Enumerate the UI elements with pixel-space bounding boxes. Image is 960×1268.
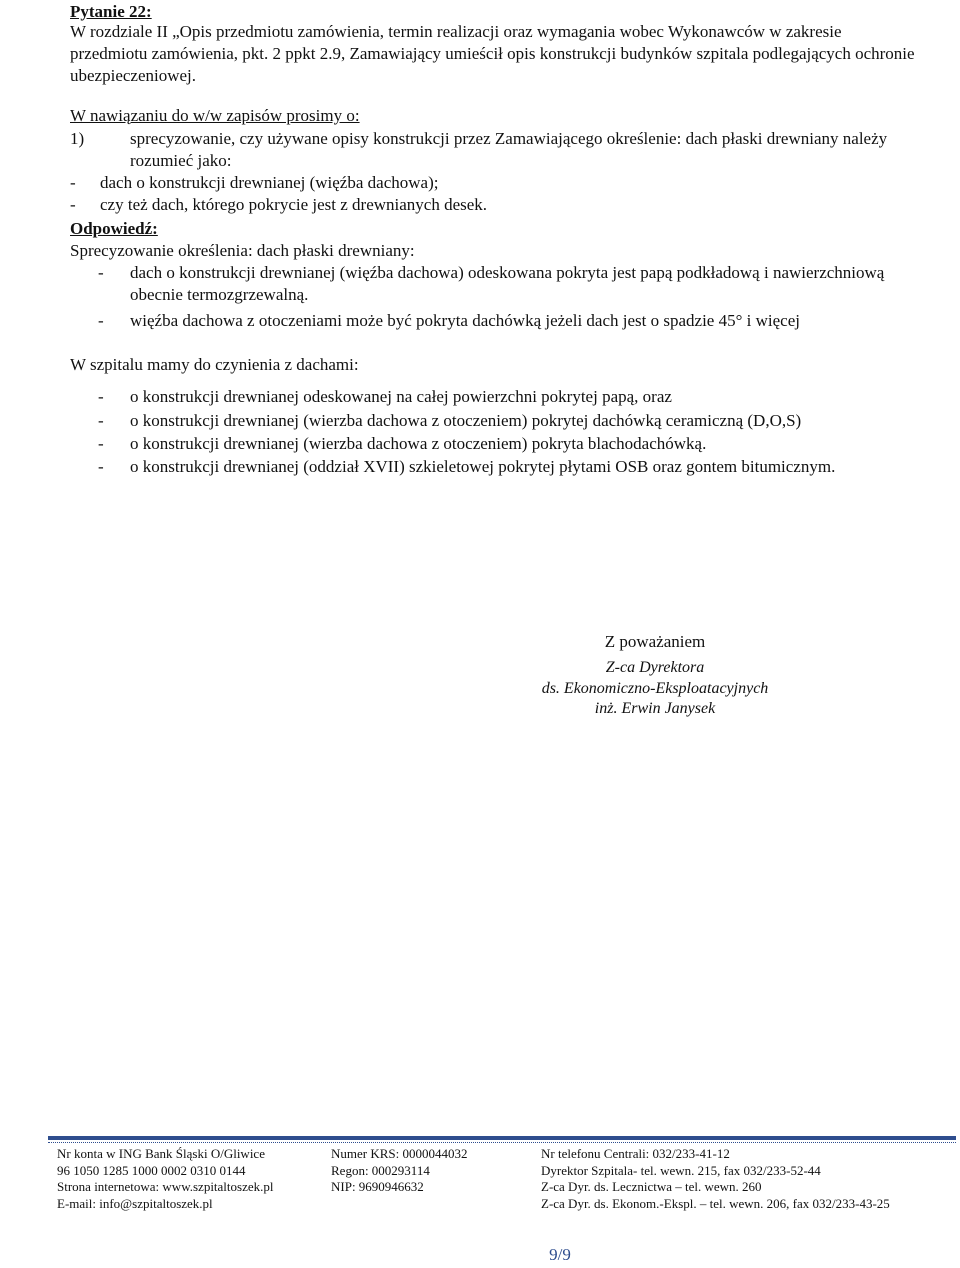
signature-name: inż. Erwin Janysek: [594, 700, 716, 717]
answer-item-text: więźba dachowa z otoczeniami może być pokryta dachówką jeżeli dach jest o spadzie 45° i więcej: [130, 311, 800, 330]
hospital-item-marker: -: [98, 434, 104, 453]
footer-bank-info: [57, 1146, 274, 1212]
request-intro: W nawiązaniu do w/w zapisów prosimy o:: [70, 106, 360, 125]
hospital-item-marker: -: [98, 411, 104, 430]
hospital-item-text: o konstrukcji drewnianej (oddział XVII) szkieletowej pokrytej płytami OSB oraz gontem bitumicznym.: [130, 457, 836, 476]
footer-line: Nr konta w ING Bank Śląski O/Gliwice: [57, 1146, 265, 1161]
signature-department: ds. Ekonomiczno-Eksploatacyjnych: [541, 680, 769, 697]
option-text: dach o konstrukcji drewnianej (więźba dachowa);: [100, 173, 439, 192]
answer-intro: Sprecyzowanie określenia: dach płaski drewniany:: [70, 241, 415, 260]
footer-line: Numer KRS: 0000044032: [331, 1146, 468, 1161]
signature-title: Z-ca Dyrektora: [605, 659, 705, 676]
footer-line: E-mail: info@szpitaltoszek.pl: [57, 1195, 213, 1211]
option-marker: -: [70, 195, 76, 214]
page-number: 9/9: [549, 1245, 571, 1264]
footer-line: Z-ca Dyr. ds. Lecznictwa – tel. wewn. 260: [541, 1179, 762, 1194]
footer-line: Strona internetowa: www.szpitaltoszek.pl: [57, 1179, 274, 1194]
answer-item-text: dach o konstrukcji drewnianej (więźba dachowa) odeskowana pokryta jest papą podkładową i nawierzchniową obecnie termozgrzewalną.: [130, 263, 885, 304]
hospital-item-marker: -: [98, 387, 104, 406]
footer-line: Nr telefonu Centrali: 032/233-41-12: [541, 1146, 730, 1161]
answer-item-marker: -: [98, 263, 104, 282]
question-body: W rozdziale II „Opis przedmiotu zamówienia, termin realizacji oraz wymagania wobec Wykonawców w zakresie przedmiotu zamówienia, pkt. 2 ppkt 2.9, Zamawiający umieścił opis konstrukcji budynków szpitala podlegających ochronie ubezpieczeniowej.: [70, 22, 915, 85]
hospital-item-text: o konstrukcji drewnianej (wierzba dachowa z otoczeniem) pokrytej dachówką ceramiczną (D,O,S): [130, 411, 802, 430]
footer-rule: [48, 1136, 956, 1140]
option-marker: -: [70, 173, 76, 192]
option-text: czy też dach, którego pokrycie jest z drewnianych desek.: [100, 195, 488, 214]
request-item-text: sprecyzowanie, czy używane opisy konstrukcji przez Zamawiającego określenie: dach płaski drewniany należy rozumieć jako:: [130, 129, 888, 170]
answer-item-marker: -: [98, 311, 104, 330]
footer-rule-dotted: [48, 1142, 956, 1143]
footer-line: Z-ca Dyr. ds. Ekonom.-Ekspl. – tel. wewn. 206, fax 032/233-43-25: [541, 1195, 890, 1211]
footer-line: 96 1050 1285 1000 0002 0310 0144: [57, 1162, 246, 1178]
footer-registry-info: [331, 1146, 468, 1196]
hospital-item-text: o konstrukcji drewnianej odeskowanej na całej powierzchni pokrytej papą, oraz: [130, 387, 672, 406]
hospital-item-text: o konstrukcji drewnianej (wierzba dachowa z otoczeniem) pokryta blachodachówką.: [130, 434, 707, 453]
footer-line: Dyrektor Szpitala- tel. wewn. 215, fax 032/233-52-44: [541, 1162, 821, 1178]
request-item: [70, 128, 920, 172]
hospital-intro: W szpitalu mamy do czynienia z dachami:: [70, 355, 359, 374]
request-item-marker: 1): [70, 129, 85, 148]
answer-title: Odpowiedź:: [70, 219, 158, 238]
footer-line: Regon: 000293114: [331, 1162, 430, 1178]
footer-line: NIP: 9690946632: [331, 1179, 424, 1194]
signature-greeting: Z poważaniem: [604, 632, 706, 651]
footer-phone-info: [541, 1146, 890, 1212]
question-title: Pytanie 22:: [70, 2, 152, 21]
hospital-item-marker: -: [98, 457, 104, 476]
